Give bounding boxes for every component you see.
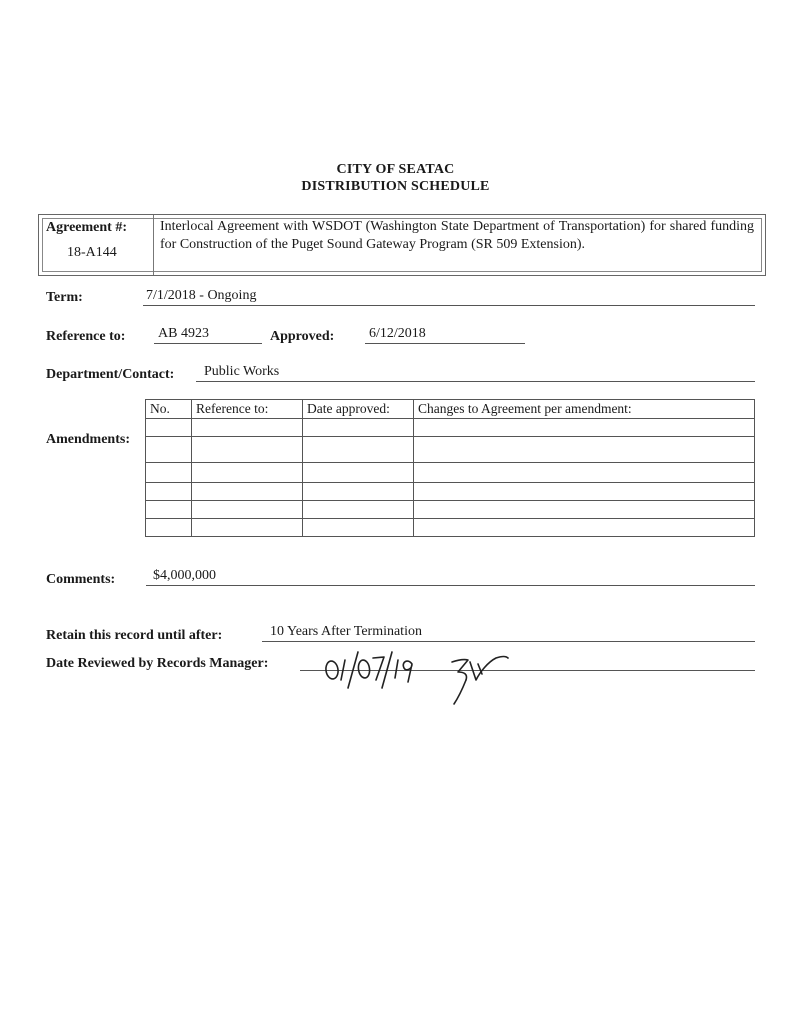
handwritten-date-and-initials xyxy=(312,642,532,710)
amendments-row xyxy=(146,483,755,501)
amendments-row xyxy=(146,501,755,519)
amendments-col-changes: Changes to Agreement per amendment: xyxy=(414,400,755,419)
agreement-box-divider xyxy=(153,215,154,275)
agreement-description: Interlocal Agreement with WSDOT (Washington State Department of Transportation) for shared funding for Construction of the Puget Sound Gateway Program (SR 509 Extension). xyxy=(160,219,754,252)
amendments-col-no: No. xyxy=(146,400,192,419)
amendments-label: Amendments: xyxy=(46,432,130,447)
department-label: Department/Contact: xyxy=(46,367,175,382)
term-value: 7/1/2018 - Ongoing xyxy=(146,288,257,303)
header-title: CITY OF SEATAC xyxy=(336,162,455,177)
amendments-col-reference: Reference to: xyxy=(192,400,303,419)
comments-line xyxy=(146,569,755,586)
amendments-row xyxy=(146,419,755,437)
department-line xyxy=(196,365,755,382)
amendments-header-row xyxy=(146,400,755,419)
approved-value: 6/12/2018 xyxy=(369,326,426,341)
agreement-number: 18-A144 xyxy=(67,245,117,260)
approved-label: Approved: xyxy=(270,329,335,344)
amendments-col-date: Date approved: xyxy=(303,400,414,419)
comments-value: $4,000,000 xyxy=(153,568,216,583)
comments-label: Comments: xyxy=(46,572,116,587)
reference-label: Reference to: xyxy=(46,329,126,344)
retain-value: 10 Years After Termination xyxy=(270,624,422,639)
agreement-number-label: Agreement #: xyxy=(46,220,127,235)
reference-value: AB 4923 xyxy=(158,326,209,341)
amendments-row xyxy=(146,463,755,483)
term-label: Term: xyxy=(46,290,83,305)
amendments-row xyxy=(146,519,755,537)
reviewed-label: Date Reviewed by Records Manager: xyxy=(46,656,269,671)
department-value: Public Works xyxy=(204,364,280,379)
amendments-row xyxy=(146,437,755,463)
amendments-table xyxy=(145,399,755,537)
retain-label: Retain this record until after: xyxy=(46,628,223,643)
header-subtitle: DISTRIBUTION SCHEDULE xyxy=(301,179,490,194)
